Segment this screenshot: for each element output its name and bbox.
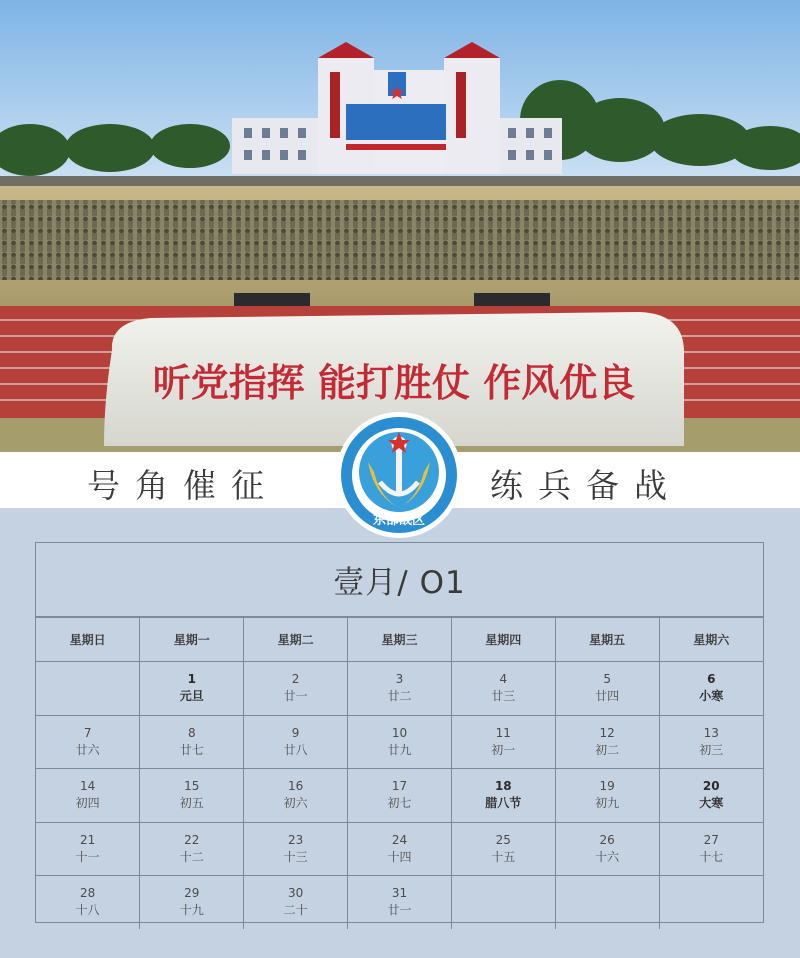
lunar-date: 廿六 [75,742,100,757]
day-number: 31 [391,886,408,901]
calendar-day-cell [348,715,452,769]
emblem-icon [334,410,464,540]
emblem-label: 东部战区 [372,513,426,528]
day-number: 3 [395,672,404,687]
day-number: 19 [599,779,615,794]
weekday-header: 星期二 [244,618,348,662]
calendar-day-cell [348,662,452,716]
day-number: 29 [184,886,200,901]
calendar-day-cell [555,822,659,876]
day-number: 1 [187,672,196,687]
lunar-date: 十八 [75,903,100,918]
lunar-date: 初六 [283,796,308,811]
lunar-date: 十七 [699,849,724,864]
calendar-week-row [36,769,763,823]
lunar-date: 小寒 [699,689,724,704]
calendar-day-cell [36,822,140,876]
day-number: 14 [80,779,96,794]
calendar-day-cell [451,662,555,716]
day-number: 15 [184,779,200,794]
day-number: 4 [499,672,508,687]
calendar-day-cell [244,662,348,716]
slogan-right: 练兵备战 [490,466,682,505]
day-number: 13 [703,725,719,740]
calendar-day-cell [244,876,348,929]
lunar-date: 十九 [179,903,204,918]
day-number: 20 [702,779,720,794]
calendar-day-cell [36,715,140,769]
calendar-day-cell [36,876,140,929]
day-number: 7 [83,725,92,740]
lunar-date: 十三 [283,849,308,864]
lunar-date: 初四 [75,796,100,811]
day-number: 24 [391,832,408,847]
day-number: 12 [599,725,615,740]
calendar-day-cell [555,769,659,823]
calendar-empty-cell [451,876,555,929]
lunar-date: 大寒 [699,796,724,811]
calendar-day-cell [140,769,244,823]
calendar-day-cell [659,662,763,716]
calendar-day-cell [451,822,555,876]
lunar-date: 初二 [595,742,620,757]
lunar-date: 廿一 [387,903,412,918]
lunar-date: 廿三 [491,689,516,704]
slogan-left: 号角催征 [87,466,279,505]
lunar-date: 廿七 [179,742,204,757]
calendar-day-cell [659,822,763,876]
weekday-header: 星期四 [451,618,555,662]
lunar-date: 十一 [75,849,100,864]
day-number: 18 [494,779,512,794]
weekday-header: 星期六 [659,618,763,662]
day-number: 26 [599,832,615,847]
calendar-day-cell [140,662,244,716]
calendar-day-cell [244,822,348,876]
lunar-date: 廿四 [595,689,620,704]
lunar-date: 廿八 [283,742,308,757]
day-number: 25 [495,832,511,847]
day-number: 2 [291,672,300,687]
lunar-date: 初一 [491,742,516,757]
day-number: 23 [287,832,304,847]
calendar-grid [35,542,764,923]
calendar-day-cell [348,876,452,929]
weekday-header: 星期一 [140,618,244,662]
calendar-table [36,617,763,929]
calendar-empty-cell [659,876,763,929]
header-photo [0,0,800,452]
calendar-week-row [36,715,763,769]
lunar-date: 初七 [387,796,412,811]
weekday-header: 星期三 [348,618,452,662]
day-number: 10 [391,725,408,740]
calendar-empty-cell [555,876,659,929]
calendar-day-cell [348,822,452,876]
day-number: 21 [80,832,96,847]
day-number: 11 [495,725,511,740]
calendar-day-cell [244,715,348,769]
stone-slogan-text: 听党指挥 能打胜仗 作风优良 [152,361,636,405]
calendar-empty-cell [36,662,140,716]
calendar-day-cell [555,715,659,769]
lunar-date: 十五 [491,849,516,864]
calendar-week-row [36,876,763,929]
calendar-day-cell [659,769,763,823]
lunar-date: 初三 [699,742,724,757]
calendar-day-cell [140,876,244,929]
troop-formation [0,200,800,280]
calendar-week-row [36,662,763,716]
weekday-header-row [36,618,763,662]
parade-ground-illustration [0,0,800,452]
calendar-day-cell [555,662,659,716]
calendar-day-cell [659,715,763,769]
calendar-day-cell [244,769,348,823]
eastern-theater-emblem [334,410,464,540]
calendar-day-cell [140,822,244,876]
lunar-date: 腊八节 [485,796,522,811]
lunar-date: 二十 [283,903,308,918]
day-number: 17 [391,779,408,794]
lunar-date: 初九 [595,796,620,811]
day-number: 16 [287,779,304,794]
lunar-date: 十六 [595,849,620,864]
lunar-date: 十四 [387,849,412,864]
calendar-day-cell [348,769,452,823]
calendar-day-cell [36,769,140,823]
day-number: 8 [187,725,196,740]
lunar-date: 十二 [179,849,204,864]
lunar-date: 廿九 [387,742,412,757]
weekday-header: 星期五 [555,618,659,662]
calendar-day-cell [451,715,555,769]
day-number: 22 [184,832,200,847]
weekday-header: 星期日 [36,618,140,662]
lunar-date: 元旦 [179,689,204,704]
day-number: 6 [707,672,716,687]
day-number: 30 [287,886,304,901]
day-number: 9 [291,725,300,740]
lunar-date: 廿二 [387,689,412,704]
lunar-date: 初五 [179,796,204,811]
day-number: 5 [603,672,611,687]
month-title: 壹月/ O1 [36,543,763,617]
lunar-date: 廿一 [283,689,308,704]
day-number: 27 [703,832,719,847]
calendar-week-row [36,822,763,876]
day-number: 28 [80,886,96,901]
calendar-day-cell [451,769,555,823]
calendar-day-cell [140,715,244,769]
calendar-body [36,662,763,929]
